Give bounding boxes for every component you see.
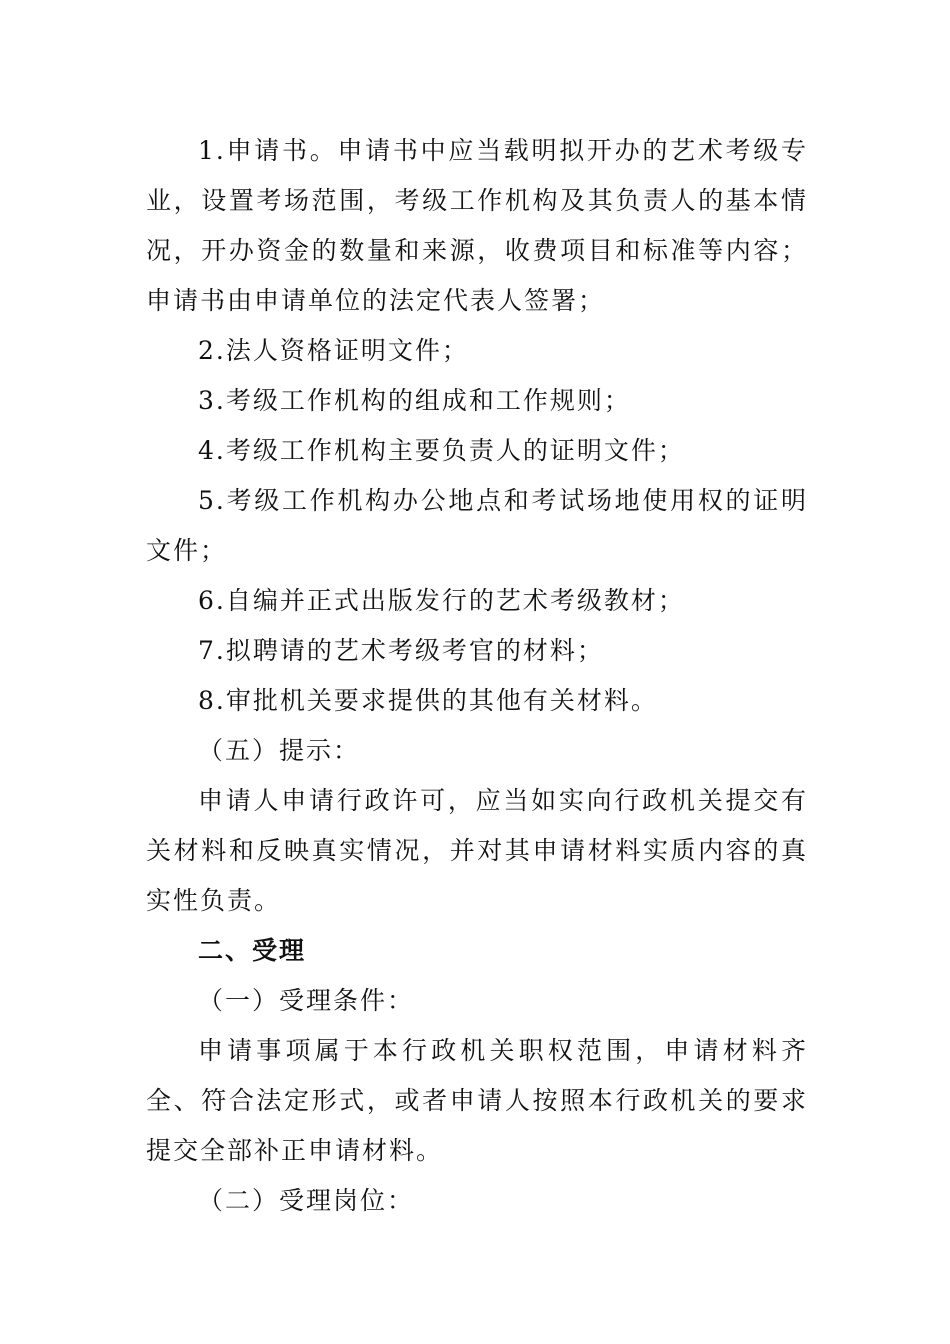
section-heading-acceptance: 二、受理 xyxy=(198,936,307,965)
paragraph-exam-body-rules: 3.考级工作机构的组成和工作规则； xyxy=(198,386,631,415)
paragraph-examiners: 7.拟聘请的艺术考级考官的材料； xyxy=(198,636,604,665)
subheading-acceptance-post: （二）受理岗位： xyxy=(198,1186,415,1215)
paragraph-office-venue-certificate: 5.考级工作机构办公地点和考试场地使用权的证明文件； xyxy=(146,486,808,565)
subheading-acceptance-conditions: （一）受理条件： xyxy=(198,986,415,1015)
subheading-reminder: （五）提示： xyxy=(198,736,361,765)
paragraph-principal-certificate: 4.考级工作机构主要负责人的证明文件； xyxy=(198,436,685,465)
document-body xyxy=(146,126,808,1226)
paragraph-textbooks: 6.自编并正式出版发行的艺术考级教材； xyxy=(198,586,685,615)
paragraph-legal-person-certificate: 2.法人资格证明文件； xyxy=(198,336,469,365)
paragraph-reminder-text: 申请人申请行政许可，应当如实向行政机关提交有关材料和反映真实情况，并对其申请材料实质内容的真实性负责。 xyxy=(146,786,808,915)
paragraph-other-materials: 8.审批机关要求提供的其他有关材料。 xyxy=(198,686,658,715)
paragraph-acceptance-conditions-text: 申请事项属于本行政机关职权范围，申请材料齐全、符合法定形式，或者申请人按照本行政机关的要求提交全部补正申请材料。 xyxy=(146,1036,808,1165)
paragraph-application-letter: 1.申请书。申请书中应当载明拟开办的艺术考级专业，设置考场范围，考级工作机构及其负责人的基本情况，开办资金的数量和来源，收费项目和标准等内容；申请书由申请单位的法定代表人签署； xyxy=(146,136,808,315)
